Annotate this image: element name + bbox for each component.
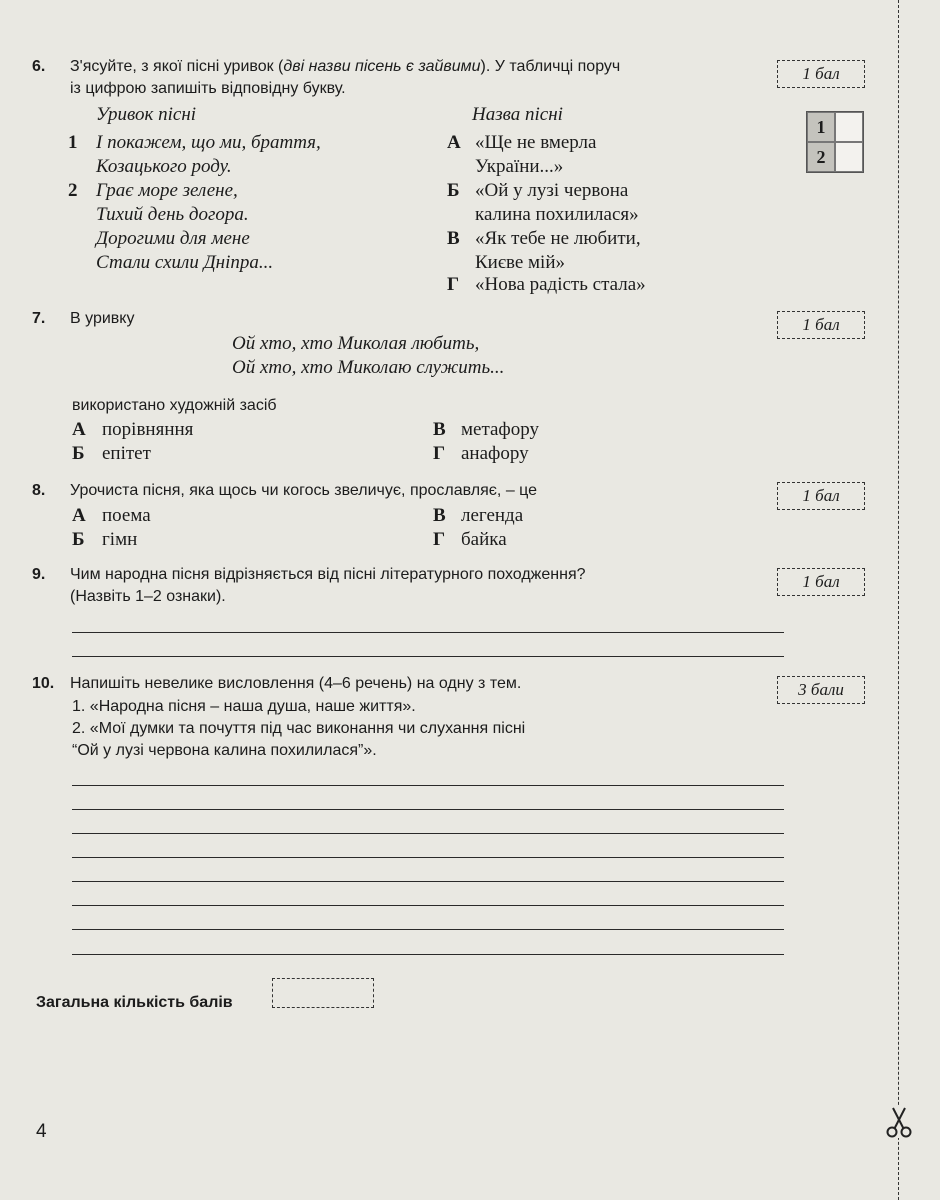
- q9-score: 1 бал: [802, 572, 840, 591]
- cut-line: [898, 0, 899, 1200]
- q6-title-g-line-1: «Нова радість стала»: [475, 274, 646, 295]
- q7-option-a[interactable]: порівняння: [102, 419, 194, 440]
- q10-answer-line-4[interactable]: [72, 857, 784, 858]
- q10-text: Напишіть невелике висловлення (4–6 речень) на одну з тем.: [70, 675, 522, 692]
- q6-title-b-letter: Б: [447, 180, 460, 201]
- q7-option-g-letter: Г: [433, 443, 446, 464]
- q6-prompt: [32, 56, 772, 100]
- q6-head-right: Назва пісні: [472, 104, 563, 125]
- q6-title-a-letter: А: [447, 132, 461, 153]
- q7-option-a-letter: А: [72, 419, 86, 440]
- q6-title-g-letter: Г: [447, 274, 460, 295]
- q9-text-2: (Назвіть 1–2 ознаки).: [70, 588, 226, 605]
- q7-prompt: [32, 308, 134, 330]
- q7-option-v-letter: В: [433, 419, 446, 440]
- page-number: 4: [36, 1121, 47, 1142]
- q8-text: Урочиста пісня, яка щось чи когось звеличує, прославляє, – це: [70, 482, 538, 499]
- total-label: Загальна кількість балів: [36, 994, 233, 1011]
- q6-text-b: дві назви пісень є зайвими: [283, 58, 481, 75]
- total-score-box[interactable]: [272, 978, 374, 1008]
- q7-number: 7.: [32, 310, 46, 327]
- q6-fragment-2-num: 2: [68, 180, 78, 201]
- q6-grid-label-1: 1: [807, 112, 835, 142]
- q6-number: 6.: [32, 58, 46, 75]
- q10-prompt: [32, 673, 521, 695]
- q9-answer-line-2[interactable]: [72, 656, 784, 657]
- q7-score-box[interactable]: [777, 311, 865, 339]
- q6-title-b-line-2: калина похилилася»: [475, 204, 639, 225]
- q8-option-a[interactable]: поема: [102, 505, 151, 526]
- q9-text: Чим народна пісня відрізняється від пісні літературного походження?: [70, 566, 586, 583]
- q6-title-v-line-1: «Як тебе не любити,: [475, 228, 641, 249]
- q6-grid-answer-1[interactable]: [835, 112, 863, 142]
- q10-answer-line-1[interactable]: [72, 785, 784, 786]
- q8-option-b-letter: Б: [72, 529, 85, 550]
- q8-number: 8.: [32, 482, 46, 499]
- q6-fragment-1-line-2: Козацького роду.: [96, 156, 232, 177]
- q9-number: 9.: [32, 566, 46, 583]
- q7-quote-line-2: Ой хто, хто Миколаю служить...: [232, 357, 505, 378]
- q6-fragment-2-line-3: Дорогими для мене: [96, 228, 250, 249]
- q8-score-box[interactable]: [777, 482, 865, 510]
- q10-topic-2-cont: “Ой у лузі червона калина похилилася”».: [72, 742, 377, 759]
- q10-answer-line-3[interactable]: [72, 833, 784, 834]
- q7-option-b-letter: Б: [72, 443, 85, 464]
- q8-prompt: [32, 480, 537, 502]
- q6-head-left: Уривок пісні: [96, 104, 197, 125]
- q10-answer-line-8[interactable]: [72, 954, 784, 955]
- q10-score-box[interactable]: [777, 676, 865, 704]
- q6-fragment-2-line-2: Тихий день догора.: [96, 204, 249, 225]
- q6-fragment-1-line-1: І покажем, що ми, браття,: [96, 132, 321, 153]
- q6-title-b-line-1: «Ой у лузі червона: [475, 180, 629, 201]
- q8-option-g[interactable]: байка: [461, 529, 507, 550]
- q9-score-box[interactable]: [777, 568, 865, 596]
- q10-topic-1: 1. «Народна пісня – наша душа, наше життя».: [72, 698, 416, 715]
- scissors-icon: [884, 1106, 914, 1138]
- q10-answer-line-2[interactable]: [72, 809, 784, 810]
- q8-score: 1 бал: [802, 486, 840, 505]
- q10-score: 3 бали: [798, 680, 844, 699]
- q8-option-a-letter: А: [72, 505, 86, 526]
- q8-option-v-letter: В: [433, 505, 446, 526]
- q7-option-g[interactable]: анафору: [461, 443, 529, 464]
- q10-topic-2: 2. «Мої думки та почуття під час виконання чи слухання пісні: [72, 720, 526, 737]
- q7-score: 1 бал: [802, 315, 840, 334]
- q6-title-v-letter: В: [447, 228, 460, 249]
- q10-number: 10.: [32, 675, 55, 692]
- q6-grid-answer-2[interactable]: [835, 142, 863, 172]
- q7-text-2: використано художній засіб: [72, 397, 277, 414]
- q9-answer-line-1[interactable]: [72, 632, 784, 633]
- q6-text-2: із цифрою запишіть відповідну букву.: [70, 80, 346, 97]
- q6-grid-label-2: 2: [807, 142, 835, 172]
- q8-option-v[interactable]: легенда: [461, 505, 524, 526]
- q6-title-a-line-2: України...»: [475, 156, 564, 177]
- q6-text-a: З'ясуйте, з якої пісні уривок (: [70, 58, 284, 75]
- q8-option-b[interactable]: гімн: [102, 529, 138, 550]
- q7-quote-line-1: Ой хто, хто Миколая любить,: [232, 333, 480, 354]
- q9-prompt: [32, 564, 586, 608]
- q7-option-v[interactable]: метафору: [461, 419, 539, 440]
- q10-answer-line-5[interactable]: [72, 881, 784, 882]
- q7-option-b[interactable]: епітет: [102, 443, 151, 464]
- q6-score: 1 бал: [802, 64, 840, 83]
- q8-option-g-letter: Г: [433, 529, 446, 550]
- q6-title-v-line-2: Києве мій»: [475, 252, 566, 273]
- q6-score-box[interactable]: [777, 60, 865, 88]
- q10-answer-line-7[interactable]: [72, 929, 784, 930]
- q6-fragment-2-line-4: Стали схили Дніпра...: [96, 252, 274, 273]
- q6-fragment-2-line-1: Грає море зелене,: [96, 180, 238, 201]
- q10-answer-line-6[interactable]: [72, 905, 784, 906]
- q6-fragment-1-num: 1: [68, 132, 78, 153]
- q6-answer-grid: [806, 111, 864, 173]
- q6-title-a-line-1: «Ще не вмерла: [475, 132, 597, 153]
- q6-text-c: ). У табличці поруч: [480, 58, 621, 75]
- q7-text: В уривку: [70, 310, 135, 327]
